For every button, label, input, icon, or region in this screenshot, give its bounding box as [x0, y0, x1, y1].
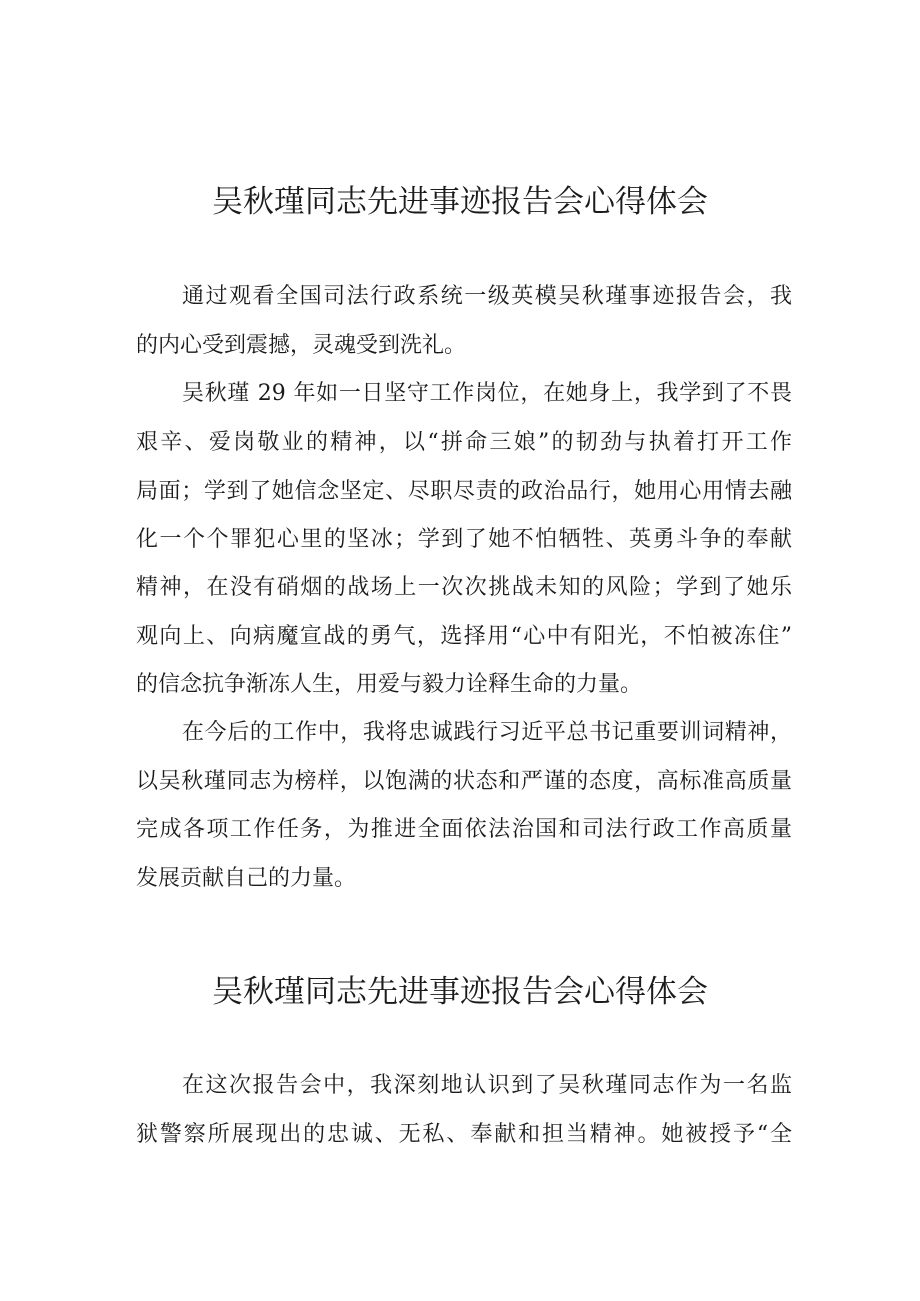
section-1-title: 吴秋瑾同志先进事迹报告会心得体会: [212, 184, 708, 220]
paragraph-line: 吴秋瑾 29 年如一日坚守工作岗位，在她身上，我学到了不畏: [182, 381, 792, 406]
paragraph-line: 在这次报告会中，我深刻地认识到了吴秋瑾同志作为一名监: [182, 1073, 792, 1098]
paragraph-line: 完成各项工作任务，为推进全面依法治国和司法行政工作高质量: [136, 817, 792, 842]
paragraph-line: 发展贡献自己的力量。: [136, 866, 357, 891]
paragraph-line: 局面；学到了她信念坚定、尽职尽责的政治品行，她用心用情去融: [136, 479, 792, 504]
paragraph-line: 的内心受到震撼，灵魂受到洗礼。: [136, 333, 467, 358]
paragraph-line: 化一个个罪犯心里的坚冰；学到了她不怕牺牲、英勇斗争的奉献: [136, 527, 792, 552]
paragraph-line: 狱警察所展现出的忠诚、无私、奉献和担当精神。她被授予“全: [136, 1122, 792, 1147]
section-2-title: 吴秋瑾同志先进事迹报告会心得体会: [212, 974, 708, 1010]
paragraph-line: 观向上、向病魔宣战的勇气，选择用“心中有阳光，不怕被冻住”: [136, 624, 792, 649]
paragraph-line: 在今后的工作中，我将忠诚践行习近平总书记重要训词精神，: [182, 720, 792, 745]
paragraph-line: 以吴秋瑾同志为榜样，以饱满的状态和严谨的态度，高标准高质量: [136, 769, 792, 794]
paragraph-line: 通过观看全国司法行政系统一级英模吴秋瑾事迹报告会，我: [182, 284, 792, 309]
paragraph-line: 艰辛、爱岗敬业的精神，以“拼命三娘”的韧劲与执着打开工作: [136, 430, 792, 455]
paragraph-line: 的信念抗争渐冻人生，用爱与毅力诠释生命的力量。: [136, 672, 643, 697]
paragraph-line: 精神，在没有硝烟的战场上一次次挑战未知的风险；学到了她乐: [136, 575, 792, 600]
